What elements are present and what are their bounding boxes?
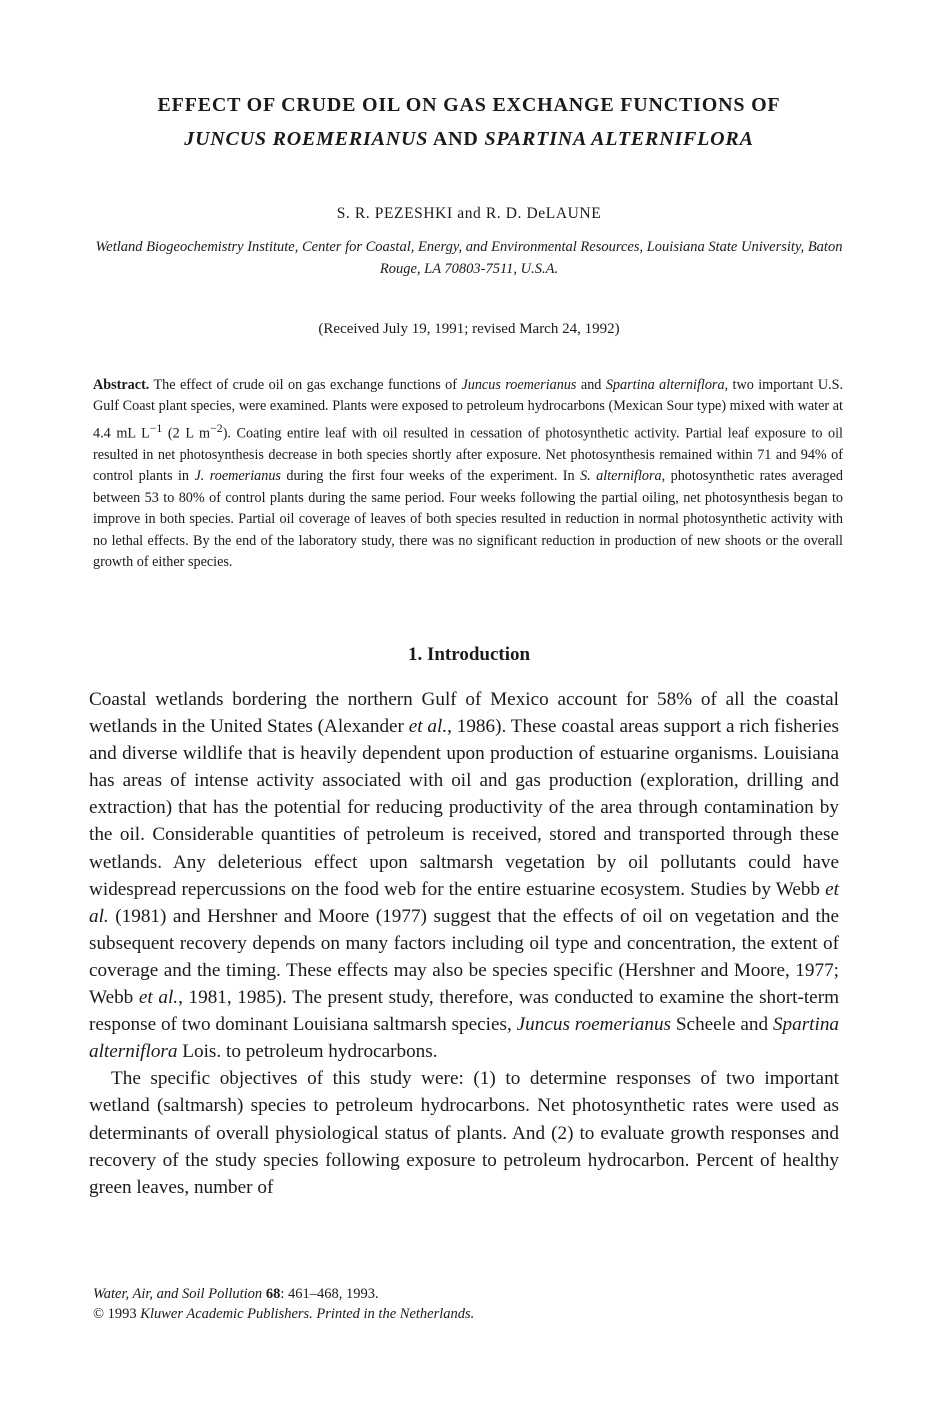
pages: : 461–468, 1993. xyxy=(280,1286,379,1302)
text-run: Coastal wetlands bordering the northern Gulf of Mexico account for 58% of all the coastal wetlands in the United States (Alexander xyxy=(89,689,839,738)
title-line-2 xyxy=(60,122,878,156)
affiliation: Wetland Biogeochemistry Institute, Center for Coastal, Energy, and Environmental Resources, Louisiana State University, Baton Rouge, LA 70803-7511, U.S.A. xyxy=(95,239,843,277)
title-species-spartina: SPARTINA ALTERNIFLORA xyxy=(484,128,754,150)
body-text xyxy=(89,686,839,1201)
abstract-text: ). Coating entire leaf with oil resulted in cessation of photosynthetic activity. Partial leaf exposure to oil resulted in net photosynthesis decrease in both species shortly after exposure. Net photosynthesis remained within 71 and 94% of control plants in xyxy=(93,425,843,485)
species-juncus: Juncus roemerianus xyxy=(461,377,577,393)
abstract-text: The effect of crude oil on gas exchange functions of xyxy=(153,377,457,393)
copyright xyxy=(93,1304,843,1324)
footer xyxy=(93,1284,843,1324)
species-spartina: Spartina alterniflora xyxy=(89,1014,840,1063)
abstract-text: during the first four weeks of the experiment. In xyxy=(286,468,575,485)
received-dates: (Received July 19, 1991; revised March 24, 1992) xyxy=(318,321,620,337)
abstract-text: (2 L m xyxy=(162,425,211,442)
abstract-text: , photosynthetic rates averaged between 53 to 80% of control plants during the same period. Four weeks following the partial oiling, net photosynthesis began to improve in both species. Partial oil coverage of leaves of both species resulted in reduction in normal photosynthetic activity with no lethal effects. By the end of the laboratory study, there was no significant reduction in production of new shoots or the overall growth of either species. xyxy=(93,468,844,570)
species-j-roemerianus: J. roemerianus xyxy=(194,468,281,485)
paragraph-1 xyxy=(89,686,839,1065)
copyright-symbol: © xyxy=(93,1306,105,1322)
text-run: , 1986). These coastal areas support a rich fisheries and diverse wildlife that is heavily dependent upon production of estuarine organisms. Louisiana has areas of intense activity associated with oil and gas production (exploration, drilling and extraction) that has the potential for reducing productivity of the area through contamination by the oil. Considerable quantities of petroleum is received, stored and transported through these wetlands. Any deleterious effect upon saltmarsh vegetation by oil pollutants could have widespread repercussions on the food web for the entire estuarine ecosystem. Studies by Webb xyxy=(89,716,839,900)
publisher: Kluwer Academic Publishers. Printed in the Netherlands. xyxy=(140,1306,475,1322)
et-al: et al. xyxy=(138,987,179,1009)
text-run: (1981) and Hershner and Moore (1977) suggest that the effects of oil on vegetation and the subsequent recovery depends on many factors including oil type and concentration, the extent of coverage and the timing. These effects may also be species specific (Hershner and Moore, 1977; Webb xyxy=(89,905,840,1009)
species-spartina: Spartina alterniflora xyxy=(605,377,725,393)
abstract xyxy=(93,375,843,573)
superscript: −1 xyxy=(149,420,163,435)
title-and: AND xyxy=(432,128,479,150)
title-line-1: EFFECT OF CRUDE OIL ON GAS EXCHANGE FUNCTIONS OF xyxy=(157,94,781,116)
citation xyxy=(93,1284,843,1304)
et-al: et al. xyxy=(89,878,839,927)
abstract-text: , two important U.S. Gulf Coast plant species, were examined. Plants were exposed to petroleum hydrocarbons (Mexican Sour type) mixed with water at 4.4 mL L xyxy=(93,377,844,442)
text-run: , 1981, 1985). The present study, therefore, was conducted to examine the short-term response of two dominant Louisiana saltmarsh species, xyxy=(89,987,840,1036)
copyright-year: 1993 xyxy=(107,1306,137,1322)
authors: S. R. PEZESHKI and R. D. DeLAUNE xyxy=(336,205,602,222)
abstract-text: and xyxy=(580,377,602,393)
superscript: −2 xyxy=(210,420,223,435)
et-al: et al. xyxy=(408,716,448,738)
journal-name: Water, Air, and Soil Pollution xyxy=(93,1286,263,1302)
species-juncus: Juncus roemerianus xyxy=(516,1014,672,1036)
text-run: Scheele and xyxy=(675,1014,769,1036)
title-species-juncus: JUNCUS ROEMERIANUS xyxy=(184,128,429,150)
abstract-label: Abstract. xyxy=(93,377,150,393)
section-heading: 1. Introduction xyxy=(407,644,531,665)
article-title xyxy=(60,88,878,156)
volume: 68 xyxy=(265,1286,281,1302)
text-run: Lois. to petroleum hydrocarbons. xyxy=(182,1041,438,1063)
paragraph-2: The specific objectives of this study were: (1) to determine responses of two important wetland (saltmarsh) species to petroleum hydrocarbons. Net photosynthetic rates were used as determinants of overall physiological status of plants. And (2) to evaluate growth responses and recovery of the study species following exposure to petroleum hydrocarbon. Percent of healthy green leaves, number of xyxy=(89,1068,839,1198)
species-s-alterniflora: S. alterniflora xyxy=(580,468,662,485)
